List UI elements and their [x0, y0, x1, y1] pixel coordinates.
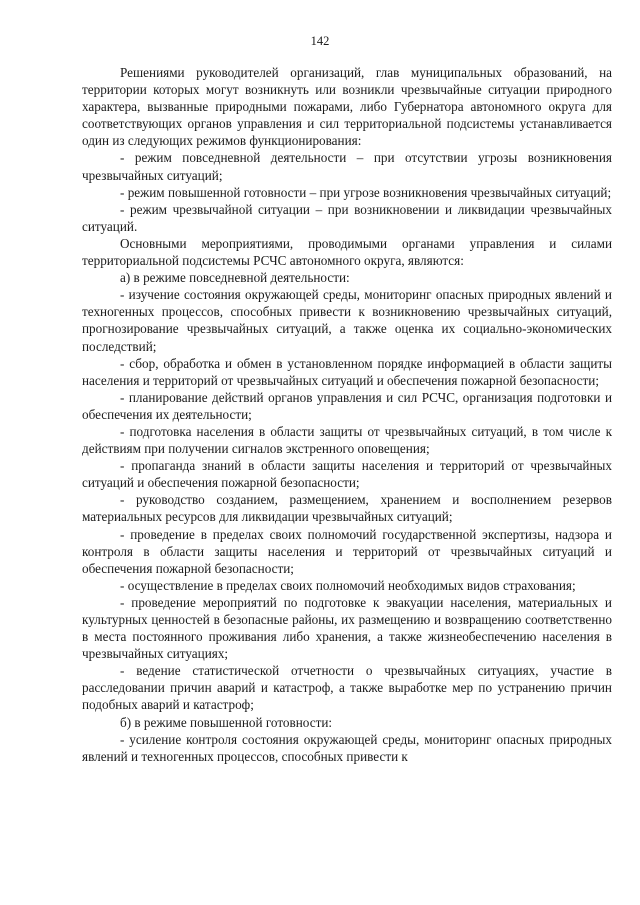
body-text: [82, 64, 612, 765]
page-number: 142: [310, 34, 330, 48]
list-item: - усиление контроля состояния окружающей среды, мониторинг опасных природных явлений и техногенных процессов, способных привести к: [82, 731, 612, 764]
paragraph: Решениями руководителей организаций, глав муниципальных образований, на территории которых могут возникнуть или возникли чрезвычайные ситуации природного характера, вызванные природными пожарами, либо Губернатора автономного округа для соответствующих органов управления и сил территориальной подсистемы устанавливается один из следующих режимов функционирования:: [82, 65, 612, 149]
list-item: - изучение состояния окружающей среды, мониторинг опасных природных явлений и техногенных процессов, способных привести к возникновению чрезвычайных ситуаций, прогнозирование чрезвычайных ситуаций, а также оценка их социально-экономических последствий;: [82, 287, 612, 354]
section-heading: б) в режиме повышенной готовности:: [120, 714, 333, 730]
list-item: - осуществление в пределах своих полномочий необходимых видов страхования;: [120, 577, 576, 593]
paragraph: Основными мероприятиями, проводимыми органами управления и силами территориальной подсистемы РСЧС автономного округа, являются:: [82, 235, 612, 269]
list-item: - режим чрезвычайной ситуации – при возникновении и ликвидации чрезвычайных ситуаций.: [82, 201, 612, 234]
list-item: - режим повседневной деятельности – при отсутствии угрозы возникновения чрезвычайных ситуаций;: [82, 150, 612, 183]
list-item: - планирование действий органов управления и сил РСЧС, организация подготовки и обеспечения их деятельности;: [82, 389, 612, 422]
list-item: - руководство созданием, размещением, хранением и восполнением резервов материальных ресурсов для ликвидации чрезвычайных ситуаций;: [82, 492, 612, 525]
list-item: - пропаганда знаний в области защиты населения и территорий от чрезвычайных ситуаций и обеспечения пожарной безопасности;: [82, 458, 612, 491]
list-item: - подготовка населения в области защиты от чрезвычайных ситуаций, в том числе к действиям при получении сигналов экстренного оповещения;: [82, 423, 612, 457]
list-item: - проведение мероприятий по подготовке к эвакуации населения, материальных и культурных ценностей в безопасные районы, их размещению и возвращению соответственно в места постоянного проживания либо хранения, а также жизнеобеспечению населения в чрезвычайных ситуациях;: [82, 594, 612, 662]
list-item: - режим повышенной готовности – при угрозе возникновения чрезвычайных ситуаций;: [120, 184, 612, 200]
list-item: - сбор, обработка и обмен в установленном порядке информацией в области защиты населения и территорий от чрезвычайных ситуаций и обеспечения пожарной безопасности;: [82, 355, 612, 388]
section-heading: а) в режиме повседневной деятельности:: [120, 270, 350, 286]
list-item: - проведение в пределах своих полномочий государственной экспертизы, надзора и контроля в области защиты населения и территорий от чрезвычайных ситуаций и обеспечения пожарной безопасности;: [82, 526, 612, 576]
list-item: - ведение статистической отчетности о чрезвычайных ситуациях, участие в расследовании причин аварий и катастроф, а также выработке мер по устранению причин подобных аварий и катастроф;: [82, 663, 612, 713]
